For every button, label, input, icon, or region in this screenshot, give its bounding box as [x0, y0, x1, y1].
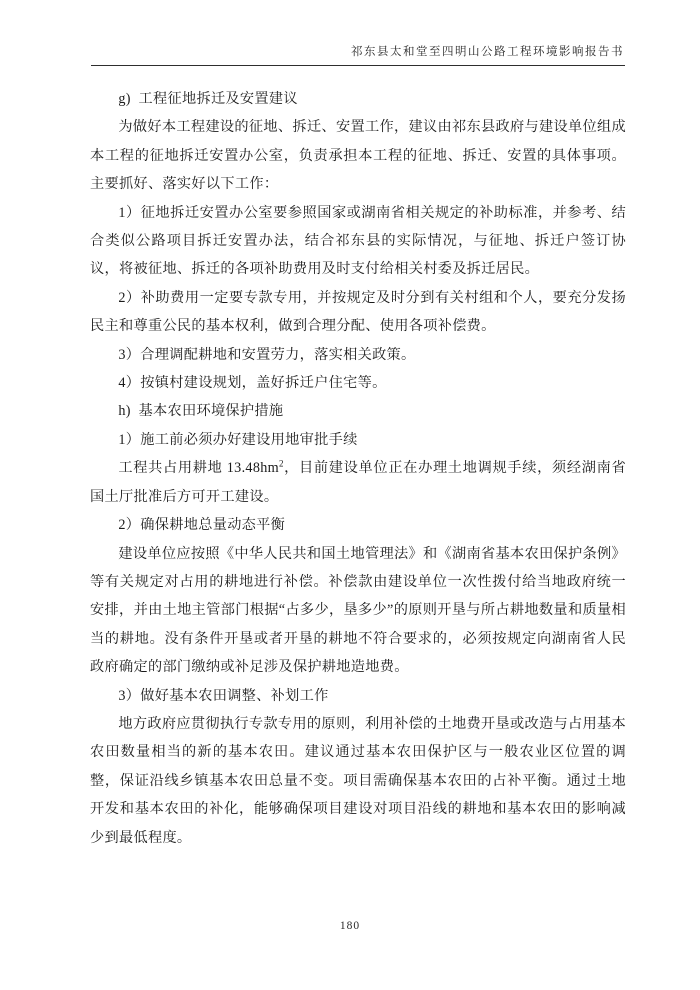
header-rule: [91, 65, 625, 66]
list-item-g3: 3）合理调配耕地和安置劳力，落实相关政策。: [118, 346, 416, 363]
list-item-h3-heading: 3）做好基本农田调整、补划工作: [118, 687, 329, 704]
paragraph-h3-body: 地方政府应贯彻执行专款专用的原则，利用补偿的土地费开垦或改造与占用基本农田数量相当的新的基本农田。建议通过基本农田保护区与一般农业区位置的调整，保证沿线乡镇基本农田总量不变。项目需确保基本农田的占补平衡。通过土地开发和基本农田的补化，能够确保项目建设对项目沿线的耕地和基本农田的影响减少到最低程度。: [90, 715, 626, 846]
paragraph-h1-body: [90, 454, 626, 511]
list-item-h2-heading: 2）确保耕地总量动态平衡: [118, 517, 286, 534]
list-item-g2: 2）补助费用一定要专款专用，并按规定及时分到有关村组和个人，要充分发扬民主和尊重公民的基本权利，做到合理分配、使用各项补偿费。: [90, 289, 626, 335]
page-number: 180: [339, 920, 361, 932]
paragraph-h2-body: 建设单位应按照《中华人民共和国土地管理法》和《湖南省基本农田保护条例》等有关规定对占用的耕地进行补偿。补偿款由建设单位一次性拨付给当地政府统一安排，并由土地主管部门根据“占多少，垦多少”的原则开垦与所占耕地数量和质量相当的耕地。没有条件开垦或者开垦的耕地不符合要求的，必须按规定向湖南省人民政府确定的部门缴纳或补足涉及保护耕地造地费。: [90, 545, 626, 676]
list-item-g4: 4）按镇村建设规划，盖好拆迁户住宅等。: [118, 375, 387, 392]
paragraph-h1-body-post: ，目前建设单位正在办理土地调规手续，须经湖南省国土厅批准后方可开工建设。: [90, 460, 626, 505]
superscript-2: 2: [278, 458, 284, 469]
list-item-g1: 1）征地拆迁安置办公室要参照国家或湖南省相关规定的补助标准，并参考、结合类似公路项目拆迁安置办法，结合祁东县的实际情况，与征地、拆迁户签订协议，将被征地、拆迁的各项补助费用及时支付给相关村委及拆迁居民。: [90, 204, 626, 278]
report-header-title: 祁东县太和堂至四明山公路工程环境影响报告书: [351, 46, 624, 58]
paragraph-h1-body-pre: 工程共占用耕地 13.48hm: [118, 460, 279, 477]
list-item-h1-heading: 1）施工前必须办好建设用地审批手续: [118, 431, 358, 448]
paragraph-g-intro: 为做好本工程建设的征地、拆迁、安置工作，建议由祁东县政府与建设单位组成本工程的征地拆迁安置办公室，负责承担本工程的征地、拆迁、安置的具体事项。主要抓好、落实好以下工作：: [90, 119, 626, 193]
section-heading-g: g) 工程征地拆迁及安置建议: [118, 91, 298, 107]
section-heading-h: h) 基本农田环境保护措施: [118, 403, 284, 420]
document-body: [90, 85, 626, 852]
